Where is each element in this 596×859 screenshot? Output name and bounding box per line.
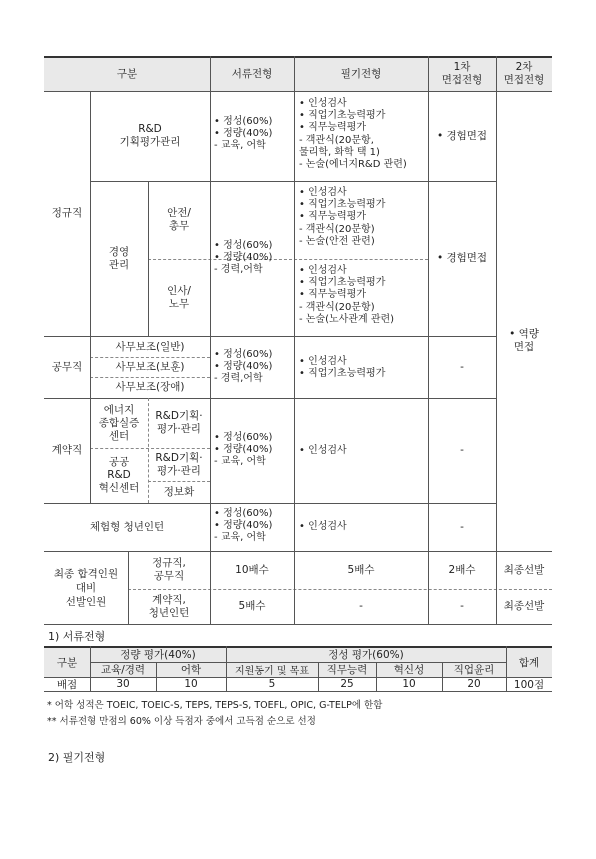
header-category: 구분 bbox=[116, 67, 138, 80]
interview2-line2: 면접 bbox=[513, 341, 535, 353]
contract-org1-line: 센터 bbox=[108, 429, 130, 442]
mgmt-interview1: • 경험면접 bbox=[436, 252, 488, 264]
public-written bbox=[299, 356, 428, 380]
score-category: 구분 bbox=[56, 656, 78, 669]
group-public: 공무직 bbox=[51, 360, 83, 373]
public-doc bbox=[214, 349, 294, 386]
group-intern: 체험형 청년인턴 bbox=[89, 520, 165, 533]
score-sub-ethics: 직업윤리 bbox=[453, 664, 495, 676]
contract-org2-line: 혁신센터 bbox=[98, 482, 140, 494]
mgmt-written-line: • 인성검사 bbox=[299, 265, 347, 276]
contract-org2-role1-line: R&D기획· bbox=[155, 451, 203, 464]
mgmt-doc-line: • 정량(40%) bbox=[214, 252, 273, 264]
mgmt-label bbox=[90, 181, 148, 336]
score-sub-job: 직무능력 bbox=[326, 664, 368, 676]
ratio-label-line: 최종 합격인원 bbox=[53, 567, 119, 580]
note-language: * 어학 성적은 TOEIC, TOEIC-S, TEPS, TEPS-S, TOEFL, OPIC, G-TELP에 한함 bbox=[47, 700, 383, 711]
note-cutoff: ** 서류전형 만점의 60% 이상 득점자 중에서 고득점 순으로 선정 bbox=[47, 716, 316, 727]
contract-org1-line: 에너지 bbox=[103, 403, 135, 416]
mgmt-label-line2: 관리 bbox=[108, 258, 130, 271]
rd-doc-line: • 정량(40%) bbox=[214, 128, 273, 140]
col-line-doc bbox=[210, 56, 211, 624]
mgmt-written-line: - 객관식(20문항) bbox=[299, 301, 375, 313]
intern-doc-line: - 교육, 어학 bbox=[214, 532, 266, 544]
ratio-label bbox=[44, 551, 128, 624]
intern-doc-line: • 정량(40%) bbox=[214, 520, 273, 532]
score-sub-education: 교육/경력 bbox=[100, 664, 146, 676]
ratio-row2-label bbox=[128, 589, 210, 624]
header-interview1 bbox=[428, 57, 496, 91]
public-written-line: • 인성검사 bbox=[299, 356, 347, 367]
contract-doc bbox=[214, 432, 294, 469]
mgmt-safety-line1: 안전/ bbox=[167, 207, 191, 219]
public-role-disabled: 사무보조(장애) bbox=[115, 381, 185, 393]
score-value: 5 bbox=[268, 678, 276, 690]
contract-org1-role-line: R&D기획· bbox=[155, 410, 203, 422]
rd-written-line: • 인성검사 bbox=[299, 98, 347, 109]
intern-written bbox=[299, 521, 428, 533]
ratio-row1-doc: 10배수 bbox=[235, 563, 269, 576]
header-interview2-line1: 2차 bbox=[515, 61, 533, 73]
contract-org1-line: 종합실증 bbox=[98, 416, 140, 429]
score-total: 100점 bbox=[513, 678, 545, 691]
contract-org1-role-line: 평가·관리 bbox=[157, 423, 201, 435]
contract-interview1: - bbox=[460, 444, 464, 456]
rd-written-line: • 직무능력평가 bbox=[299, 122, 367, 134]
contract-doc-line: - 교육, 어학 bbox=[214, 456, 266, 468]
public-doc-line: - 경력,어학 bbox=[214, 373, 263, 385]
score-sub-innovation: 혁신성 bbox=[393, 664, 425, 676]
contract-org2 bbox=[90, 448, 148, 503]
contract-org1 bbox=[90, 398, 148, 448]
rd-doc-line: - 교육, 어학 bbox=[214, 140, 266, 152]
mgmt-safety-label bbox=[148, 181, 210, 259]
score-total-header: 합계 bbox=[518, 656, 540, 669]
score-sub-language: 어학 bbox=[180, 664, 202, 676]
rd-doc bbox=[214, 116, 294, 153]
header-interview1-line1: 1차 bbox=[453, 61, 471, 73]
rd-label-line2: 기획평가관리 bbox=[119, 136, 181, 148]
ratio-row1-written: 5배수 bbox=[347, 563, 375, 576]
section1-title: 1) 서류전형 bbox=[48, 630, 106, 643]
mgmt-written-line: - 객관식(20문항) bbox=[299, 223, 375, 235]
rd-written-line: • 직업기초능력평가 bbox=[299, 110, 386, 122]
rd-interview1: • 경험면접 bbox=[436, 129, 488, 142]
score-value: 25 bbox=[340, 678, 354, 690]
intern-interview1: - bbox=[460, 520, 464, 533]
public-written-line: • 직업기초능력평가 bbox=[299, 368, 386, 380]
header-interview2 bbox=[496, 57, 552, 91]
contract-doc-line: • 정성(60%) bbox=[214, 432, 273, 443]
ratio-row1-label-line: 정규직, bbox=[152, 557, 186, 569]
mgmt-hr-line2: 노무 bbox=[168, 297, 190, 310]
header-interview1-line2: 면접전형 bbox=[441, 74, 483, 86]
ratio-row1-int2: 최종선발 bbox=[503, 563, 545, 576]
mgmt-written-line: • 인성검사 bbox=[299, 187, 347, 198]
contract-written bbox=[299, 445, 428, 457]
mgmt-written-line: • 직업기초능력평가 bbox=[299, 199, 386, 211]
mgmt-doc-line: - 경력,어학 bbox=[214, 264, 263, 276]
ratio-row2-label-line: 계약직, bbox=[152, 593, 186, 606]
rd-written-line: - 객관식(20문항, bbox=[299, 134, 374, 146]
rd-written bbox=[299, 98, 428, 171]
ratio-row1-label bbox=[128, 551, 210, 589]
col-line-written bbox=[294, 56, 295, 624]
contract-org2-line: 공공 bbox=[108, 456, 130, 468]
ratio-row1-int1: 2배수 bbox=[448, 563, 476, 576]
mgmt-safety-line2: 총무 bbox=[168, 220, 190, 232]
intern-written-line: • 인성검사 bbox=[299, 521, 347, 532]
contract-org2-line: R&D bbox=[107, 469, 131, 481]
ratio-row2-int1: - bbox=[460, 600, 464, 612]
intern-doc bbox=[214, 508, 294, 545]
ratio-row2-label-line: 청년인턴 bbox=[148, 606, 190, 619]
ratio-row2-doc: 5배수 bbox=[238, 600, 266, 612]
contract-org2-role1-line: 평가·관리 bbox=[157, 464, 201, 477]
group-regular: 정규직 bbox=[51, 207, 83, 219]
public-role-general: 사무보조(일반) bbox=[115, 340, 185, 353]
public-interview1: - bbox=[460, 360, 464, 373]
header-document: 서류전형 bbox=[231, 67, 273, 80]
rd-written-line: 물리학, 화학 택 1) bbox=[299, 146, 380, 158]
mgmt-written-hr bbox=[299, 265, 428, 326]
mgmt-hr-line1: 인사/ bbox=[167, 284, 191, 297]
mgmt-hr-label bbox=[148, 259, 210, 336]
contract-org2-role1 bbox=[148, 448, 210, 481]
score-qual-header: 정성 평가(60%) bbox=[328, 649, 404, 661]
table-bottom-border bbox=[44, 624, 552, 625]
score-value: 10 bbox=[402, 678, 416, 690]
rd-label-line1: R&D bbox=[138, 123, 162, 135]
ratio-label-line: 선발인원 bbox=[65, 595, 107, 608]
public-doc-line: • 정량(40%) bbox=[214, 361, 273, 373]
contract-org2-role2: 정보화 bbox=[163, 485, 195, 498]
score-value: 10 bbox=[184, 678, 198, 690]
rd-doc-line: • 정성(60%) bbox=[214, 116, 273, 127]
rd-label bbox=[90, 91, 210, 181]
rd-written-line: - 논술(에너지R&D 관련) bbox=[299, 159, 407, 171]
mgmt-doc bbox=[214, 240, 294, 277]
header-interview2-line2: 면접전형 bbox=[503, 74, 545, 86]
score-bottom-border bbox=[44, 691, 552, 692]
contract-org1-role bbox=[148, 398, 210, 448]
score-value: 30 bbox=[116, 678, 130, 690]
header-written: 필기전형 bbox=[340, 67, 382, 80]
mgmt-written-line: • 직업기초능력평가 bbox=[299, 277, 386, 289]
intern-doc-line: • 정성(60%) bbox=[214, 508, 273, 519]
contract-doc-line: • 정량(40%) bbox=[214, 444, 273, 456]
mgmt-written-line: • 직무능력평가 bbox=[299, 211, 367, 223]
mgmt-written-line: - 논술(안전 관련) bbox=[299, 235, 375, 247]
score-row-label: 배점 bbox=[56, 678, 78, 691]
group-contract: 계약직 bbox=[51, 444, 83, 456]
mgmt-label-line1: 경영 bbox=[108, 245, 130, 258]
ratio-label-line: 대비 bbox=[75, 581, 97, 594]
section2-title: 2) 필기전형 bbox=[48, 751, 106, 764]
public-role-veteran: 사무보조(보훈) bbox=[115, 360, 185, 373]
public-doc-line: • 정성(60%) bbox=[214, 349, 273, 360]
interview2-line1: • 역량 bbox=[509, 328, 539, 340]
mgmt-written-line: - 논술(노사관계 관련) bbox=[299, 313, 395, 325]
mgmt-written-line: • 직무능력평가 bbox=[299, 289, 367, 301]
ratio-row2-written: - bbox=[359, 600, 363, 612]
ratio-row2-int2: 최종선발 bbox=[503, 600, 545, 612]
score-sub-motivation: 지원동기 및 목표 bbox=[235, 666, 309, 677]
contract-written-line: • 인성검사 bbox=[299, 445, 347, 456]
mgmt-written-safety bbox=[299, 187, 428, 248]
score-value: 20 bbox=[467, 678, 481, 690]
ratio-row1-label-line: 공무직 bbox=[153, 570, 185, 582]
mgmt-doc-line: • 정성(60%) bbox=[214, 240, 273, 251]
interview2-all bbox=[496, 91, 552, 551]
score-quant-header: 정량 평가(40%) bbox=[120, 649, 196, 661]
